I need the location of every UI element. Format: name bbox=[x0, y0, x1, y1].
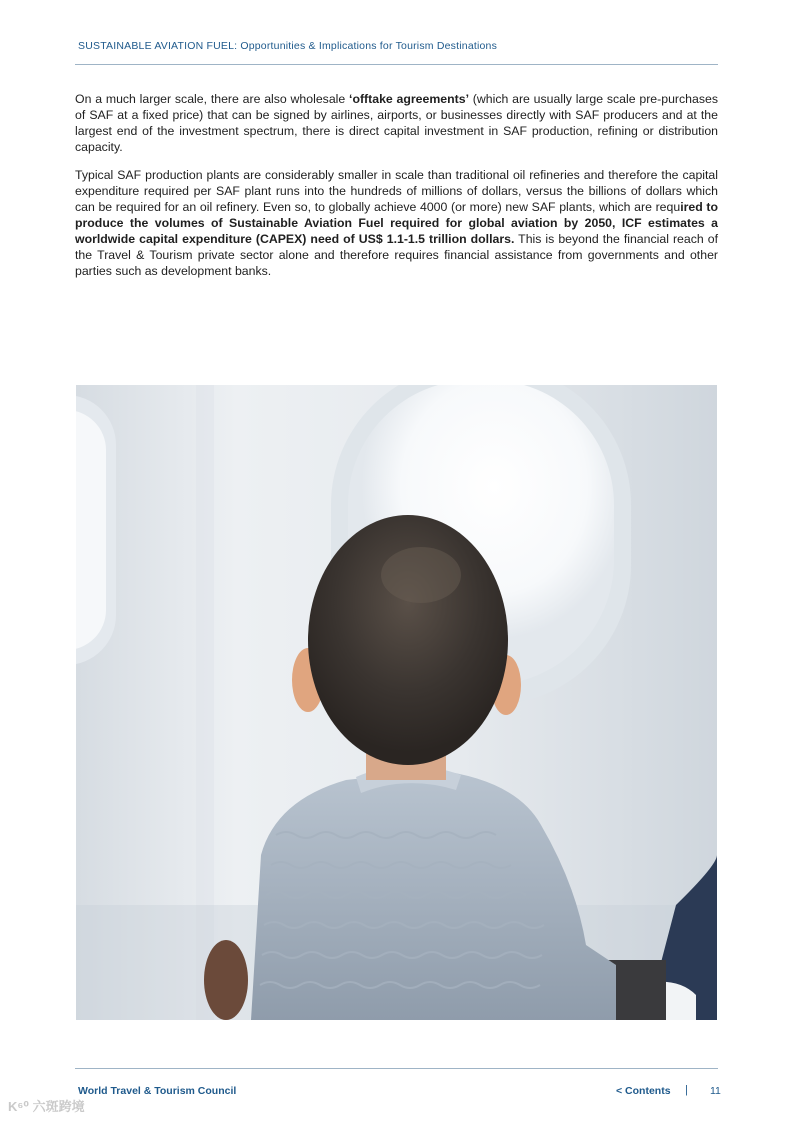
footer-separator: | bbox=[685, 1084, 688, 1096]
paragraph-capex bbox=[75, 167, 718, 279]
header-divider bbox=[75, 64, 718, 65]
capex-estimate-highlight: ired to produce the volumes of Sustainable Aviation Fuel required for global aviation by 2050, ICF estimates a worldwide capital expenditure (CAPEX) need of US$ 1.1-1.5 trillion dollars. bbox=[75, 200, 718, 246]
footer-divider bbox=[75, 1068, 718, 1069]
paragraph-capex-intro: Typical SAF production plants are considerably smaller in scale than traditional oil refineries and therefore the capital expenditure required per SAF plant runs into the hundreds of millions of dollars, versus the billions of dollars which can be required for an oil refinery. Even so, to globally achieve 4000 (or more) new SAF plants, which are requ bbox=[75, 168, 718, 214]
child-at-airplane-window-photo bbox=[76, 385, 717, 1020]
running-header: SUSTAINABLE AVIATION FUEL: Opportunities & Implications for Tourism Destinations bbox=[78, 40, 498, 52]
watermark-logo: K⁶⁰ 六斑跨境 bbox=[8, 1099, 85, 1114]
contents-link[interactable]: < Contents bbox=[616, 1085, 671, 1097]
offtake-agreements-term: ‘offtake agreements’ bbox=[349, 92, 469, 106]
footer-organization: World Travel & Tourism Council bbox=[78, 1085, 237, 1097]
body-text bbox=[75, 91, 718, 291]
page-number: 11 bbox=[710, 1085, 721, 1097]
paragraph-offtake-rest: (which are usually large scale pre-purchases of SAF at a fixed price) that can be signed by airlines, airports, or businesses directly with SAF producers and at the largest end of the investment spectrum, there is direct capital investment in SAF production, refining or distribution capacity. bbox=[75, 92, 718, 154]
paragraph-offtake-intro: On a much larger scale, there are also wholesale bbox=[75, 92, 350, 106]
paragraph-capex-rest: This is beyond the financial reach of the Travel & Tourism private sector alone and therefore requires financial assistance from governments and other parties such as development banks. bbox=[75, 232, 719, 278]
paragraph-offtake bbox=[75, 91, 718, 155]
